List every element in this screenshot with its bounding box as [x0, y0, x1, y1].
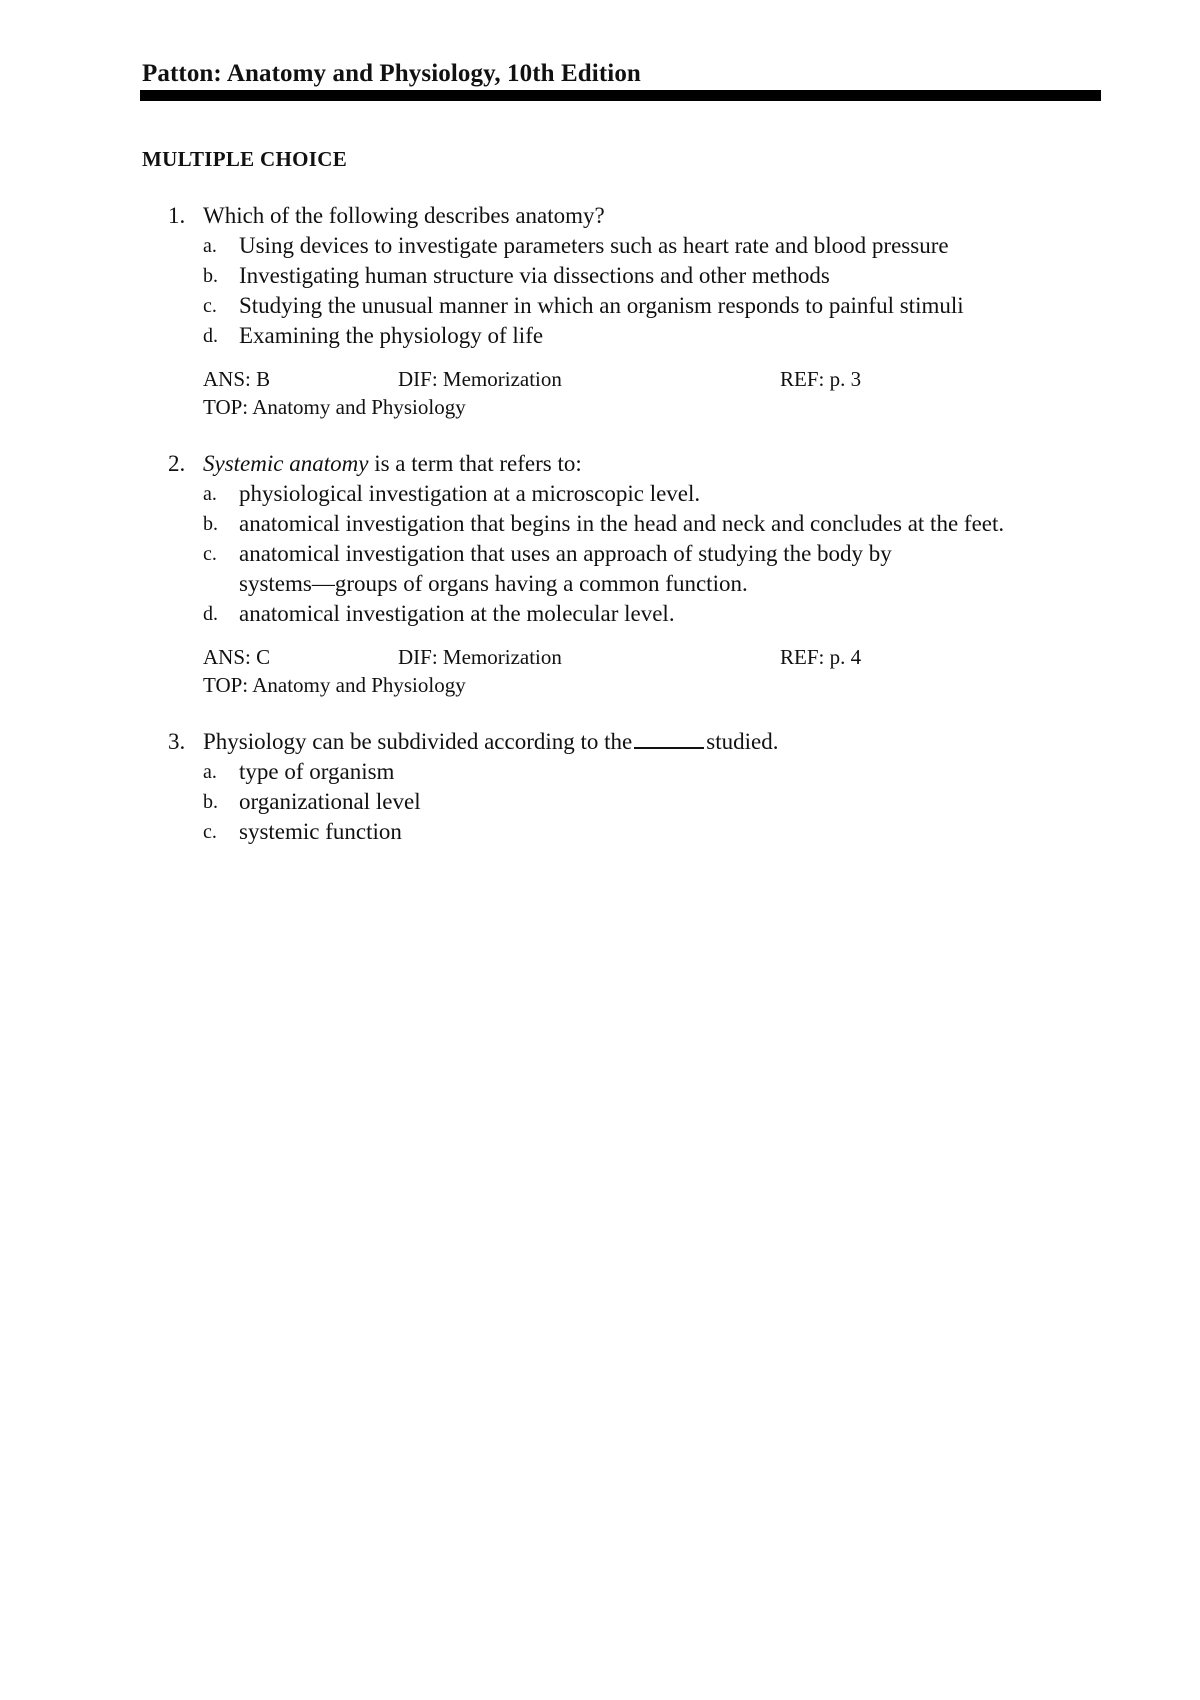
- choice-text: Investigating human structure via dissections and other methods: [239, 263, 830, 288]
- italic-term: Systemic anatomy: [203, 451, 369, 476]
- choice-letter: b.: [203, 265, 218, 287]
- choice-b: [168, 261, 1068, 291]
- choice-letter: d.: [203, 603, 218, 625]
- topic: TOP: Anatomy and Physiology: [203, 673, 466, 697]
- answer-metadata: [168, 643, 1068, 699]
- choice-letter: b.: [203, 513, 218, 535]
- choice-a: [168, 231, 1068, 261]
- choice-text: anatomical investigation that uses an approach of studying the body by: [239, 541, 892, 566]
- question-number: 3.: [168, 729, 186, 754]
- answer-key: ANS: C: [203, 645, 271, 669]
- choice-letter: a.: [203, 235, 217, 257]
- choice-letter: a.: [203, 761, 217, 783]
- choice-text: Examining the physiology of life: [239, 323, 544, 348]
- choice-list: [168, 757, 1068, 847]
- choice-a: [168, 757, 1068, 787]
- header-rule: [140, 90, 1101, 101]
- question-text: [203, 449, 582, 479]
- choice-d: [168, 599, 1068, 629]
- question-text-rest: is a term that refers to:: [368, 451, 582, 476]
- topic: TOP: Anatomy and Physiology: [203, 395, 466, 419]
- question-3: [168, 727, 1068, 847]
- choice-letter: c.: [203, 821, 217, 843]
- choice-letter: d.: [203, 325, 218, 347]
- page-reference: REF: p. 4: [780, 645, 862, 669]
- choice-text: systemic function: [239, 819, 402, 844]
- choice-c: [168, 291, 1068, 321]
- answer-key: ANS: B: [203, 367, 271, 391]
- choice-text: organizational level: [239, 789, 421, 814]
- page-reference: REF: p. 3: [780, 367, 862, 391]
- question-stem: [168, 727, 1068, 757]
- choice-c-continued: [168, 569, 1068, 599]
- choice-b: [168, 787, 1068, 817]
- choice-letter: a.: [203, 483, 217, 505]
- choice-d: [168, 321, 1068, 351]
- choice-text: type of organism: [239, 759, 395, 784]
- question-1: [168, 201, 1068, 421]
- choice-list: [168, 231, 1068, 351]
- choice-b: [168, 509, 1068, 539]
- choice-text: anatomical investigation at the molecular level.: [239, 601, 675, 626]
- choice-text: Studying the unusual manner in which an organism responds to painful stimuli: [239, 293, 964, 318]
- question-2: [168, 449, 1068, 699]
- choice-c: [168, 817, 1068, 847]
- question-text: [203, 727, 778, 757]
- choice-letter: c.: [203, 295, 217, 317]
- question-number: 1.: [168, 203, 186, 228]
- document-title: Patton: Anatomy and Physiology, 10th Edition: [142, 60, 641, 87]
- choice-text: anatomical investigation that begins in the head and neck and concludes at the feet.: [239, 511, 1005, 536]
- section-heading: MULTIPLE CHOICE: [142, 147, 348, 171]
- question-text-after-blank: studied.: [706, 729, 779, 754]
- question-stem: [168, 201, 1068, 231]
- question-stem: [168, 449, 1068, 479]
- question-number: 2.: [168, 451, 186, 476]
- choice-c: [168, 539, 1068, 569]
- answer-metadata: [168, 365, 1068, 421]
- difficulty: DIF: Memorization: [398, 645, 562, 669]
- choice-text: physiological investigation at a microscopic level.: [239, 481, 701, 506]
- choice-text: Using devices to investigate parameters such as heart rate and blood pressure: [239, 233, 949, 258]
- choice-a: [168, 479, 1068, 509]
- question-text: Which of the following describes anatomy?: [203, 203, 605, 228]
- difficulty: DIF: Memorization: [398, 367, 562, 391]
- fill-in-blank: [634, 727, 704, 749]
- question-text-before-blank: Physiology can be subdivided according to the: [203, 729, 633, 754]
- choice-letter: b.: [203, 791, 218, 813]
- choice-text: systems—groups of organs having a common function.: [239, 571, 748, 596]
- choice-letter: c.: [203, 543, 217, 565]
- choice-list: [168, 479, 1068, 629]
